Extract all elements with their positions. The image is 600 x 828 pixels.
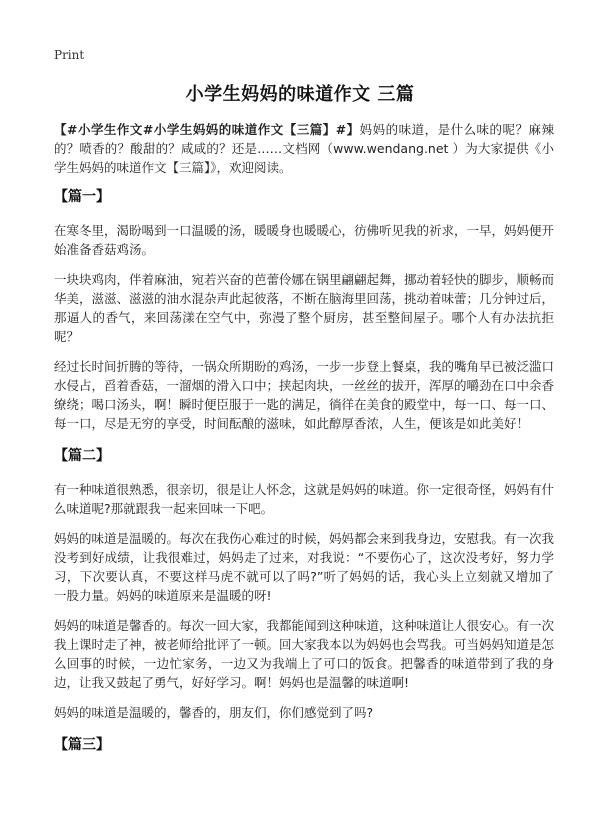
intro-tag: 【#小学生作文#小学生妈妈的味道作文【三篇】#】 [54,122,360,137]
section-2-paragraph-3: 妈妈的味道是馨香的。每次一回大家，我都能闻到这种味道，这种味道让人很安心。有一次我上课时走了神，被老师给批评了一顿。回大家我本以为妈妈也会骂我。可当妈妈知道是怎么回事的时候，一边忙家务，一边又为我端上了可口的饭食。把馨香的味道带到了我的身边，让我又鼓起了勇气，好好学习。啊！妈妈也是温馨的味道啊! [54,618,555,690]
section-2-paragraph-4: 妈妈的味道是温暖的，馨香的，朋友们，你们感觉到了吗? [54,705,374,720]
section-heading-3: 【篇三】 [54,737,110,753]
section-2-paragraph-2: 妈妈的味道是温暖的。每次在我伤心难过的时候，妈妈都会来到我身边，安慰我。有一次我没考到好成绩，让我很难过，妈妈走了过来，对我说：“不要伤心了，这次没考好，努力学习，下次要认真，不要这样马虎不就可以了吗?”听了妈妈的话，我心头上立刻就又增加了一股力量。妈妈的味道原来是温暖的呀! [54,531,555,603]
section-heading-2: 【篇二】 [54,448,110,464]
article-body [54,120,554,769]
intro-paragraph [54,120,554,177]
section-1-paragraph-2: 一块块鸡肉，伴着麻油，宛若兴奋的芭蕾伶娜在锅里翩翩起舞，挪动着轻快的脚步，顺畅而华美，滋滋、滋滋的油水混杂声此起彼落，不断在脑海里回荡，挑动着味蕾；几分钟过后，那逼人的香气，来回荡漾在空气中，弥漫了整个厨房，甚至整间屋子。哪个人有办法抗拒呢？ [54,272,555,344]
section-2-paragraph-1: 有一种味道很熟悉，很亲切，很是让人怀念，这就是妈妈的味道。你一定很奇怪，妈妈有什么味道呢?那就跟我一起来回味一下吧。 [54,482,555,516]
section-heading-1: 【篇一】 [54,189,110,205]
intro-text: 妈妈的味道，是什么味的呢？麻辣的？喷香的？酸甜的？咸咸的？还是……文档网（www.wendang.net ）为大家提供《小学生妈妈的味道作文【三篇】》，欢迎阅读。 [54,122,554,175]
print-link[interactable]: Print [54,48,85,62]
section-1-paragraph-1: 在寒冬里，渴盼喝到一口温暖的汤，暖暖身也暖暖心，彷佛听见我的祈求，一早，妈妈便开始准备香菇鸡汤。 [54,223,555,257]
section-1-paragraph-3: 经过长时间折腾的等待，一锅众所期盼的鸡汤，一步一步登上餐桌，我的嘴角早已被泛滥口水侵占，舀着香菇，一溜烟的滑入口中；挟起肉块，一丝丝的拔开，浑厚的嚼劲在口中余香缭绕；喝口汤头，啊！瞬时便臣服于一匙的满足，徜徉在美食的殿堂中，每一口、每一口、每一口，尽是无穷的享受，时间酝酿的滋味，如此醇厚香浓，人生，便该是如此美好！ [54,359,555,431]
page-title: 小学生妈妈的味道作文 三篇 [185,84,415,105]
